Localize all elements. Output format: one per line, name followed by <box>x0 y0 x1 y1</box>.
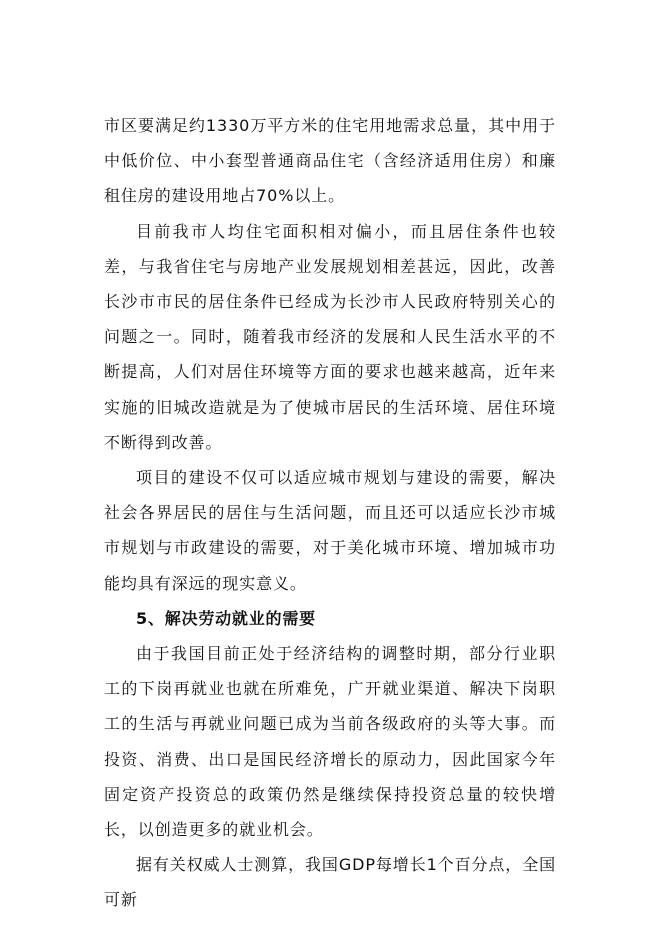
paragraph-gdp-estimate: 据有关权威人士测算，我国GDP每增长1个百分点，全国可新 <box>104 855 556 910</box>
section-heading-employment: 5、解决劳动就业的需要 <box>136 608 316 628</box>
paragraph-housing-land-demand: 市区要满足约1330万平方米的住宅用地需求总量，其中用于中低价位、中小套型普通商品住宅（含经济适用住房）和廉租住房的建设用地占70%以上。 <box>104 116 556 206</box>
paragraph-reemployment: 由于我国目前正处于经济结构的调整时期，部分行业职工的下岗再就业也就在所难免，广开就业渠道、解决下岗职工的生活与再就业问题已成为当前各级政府的头等大事。而投资、消费、出口是国民经济增长的原动力，因此国家今年固定资产投资总的政策仍然是继续保持投资总量的较快增长，以创造更多的就业机会。 <box>104 644 556 840</box>
document-body <box>104 108 556 918</box>
paragraph-living-conditions: 目前我市人均住宅面积相对偏小，而且居住条件也较差，与我省住宅与房地产业发展规划相差甚远，因此，改善长沙市市民的居住条件已经成为长沙市人民政府特别关心的问题之一。同时，随着我市经济的发展和人民生活水平的不断提高，人们对居住环境等方面的要求也越来越高，近年来实施的旧城改造就是为了使城市居民的生活环境、居住环境不断得到改善。 <box>104 221 556 452</box>
paragraph-project-significance: 项目的建设不仅可以适应城市规划与建设的需要，解决社会各界居民的居住与生活问题，而且还可以适应长沙市城市规划与市政建设的需要，对于美化城市环境、增加城市功能均具有深远的现实意义。 <box>104 468 556 593</box>
